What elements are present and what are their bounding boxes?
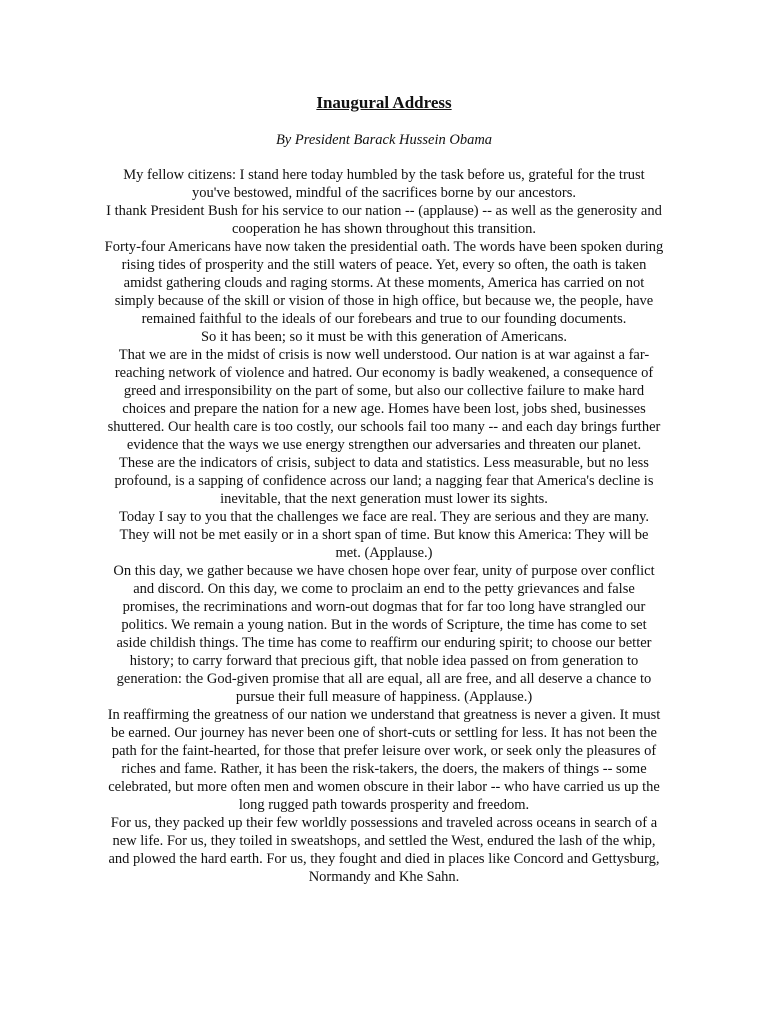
text-line: inevitable, that the next generation must lower its sights. xyxy=(220,491,548,507)
text-line: pursue their full measure of happiness. (Applause.) xyxy=(235,689,533,705)
text-line: In reaffirming the greatness of our nation we understand that greatness is never a given. It must xyxy=(107,707,661,723)
text-line: you've bestowed, mindful of the sacrifices borne by our ancestors. xyxy=(192,185,576,201)
document-body xyxy=(84,166,684,886)
text-line: Normandy and Khe Sahn. xyxy=(308,869,460,885)
text-line: That we are in the midst of crisis is now well understood. Our nation is at war against a far- xyxy=(118,347,650,363)
document-title: Inaugural Address xyxy=(316,93,452,112)
text-line: cooperation he has shown throughout this transition. xyxy=(231,221,537,237)
text-line: For us, they packed up their few worldly possessions and traveled across oceans in search of a xyxy=(110,815,658,831)
text-line: So it has been; so it must be with this generation of Americans. xyxy=(200,329,568,345)
text-line: These are the indicators of crisis, subject to data and statistics. Less measurable, but no less xyxy=(119,455,649,471)
text-line: and discord. On this day, we come to proclaim an end to the petty grievances and false xyxy=(133,581,635,597)
text-line: long rugged path towards prosperity and freedom. xyxy=(238,797,530,813)
text-line: and plowed the hard earth. For us, they fought and died in places like Concord and Gettysburg, xyxy=(108,851,660,867)
text-line: riches and fame. Rather, it has been the risk-takers, the doers, the makers of things -- some xyxy=(121,761,647,777)
text-line: simply because of the skill or vision of those in high office, but because we, the people, have xyxy=(114,293,654,309)
text-line: aside childish things. The time has come to reaffirm our enduring spirit; to choose our better xyxy=(116,635,652,651)
text-line: reaching network of violence and hatred. Our economy is badly weakened, a consequence of xyxy=(114,365,654,381)
text-line: new life. For us, they toiled in sweatshops, and settled the West, endured the lash of the whip, xyxy=(112,833,656,849)
text-line: shuttered. Our health care is too costly, our schools fail too many -- and each day brings further xyxy=(107,419,661,435)
text-line: Today I say to you that the challenges we face are real. They are serious and they are many. xyxy=(118,509,650,525)
text-line: My fellow citizens: I stand here today humbled by the task before us, grateful for the trust xyxy=(123,167,645,183)
text-line: amidst gathering clouds and raging storms. At these moments, America has carried on not xyxy=(123,275,645,291)
text-line: I thank President Bush for his service to our nation -- (applause) -- as well as the generosity and xyxy=(106,203,662,219)
text-line: remained faithful to the ideals of our forebears and true to our founding documents. xyxy=(141,311,627,327)
text-line: met. (Applause.) xyxy=(335,545,433,561)
text-line: politics. We remain a young nation. But in the words of Scripture, the time has come to set xyxy=(121,617,647,633)
text-line: profound, is a sapping of confidence across our land; a nagging fear that America's decline is xyxy=(114,473,654,489)
text-line: On this day, we gather because we have chosen hope over fear, unity of purpose over conflict xyxy=(113,563,655,579)
text-line: celebrated, but more often men and women obscure in their labor -- who have carried us up the xyxy=(108,779,660,795)
text-line: rising tides of prosperity and the still waters of peace. Yet, every so often, the oath is taken xyxy=(121,257,647,273)
text-line: evidence that the ways we use energy strengthen our adversaries and threaten our planet. xyxy=(126,437,642,453)
text-line: path for the faint-hearted, for those that prefer leisure over work, or seek only the pleasures of xyxy=(111,743,657,759)
text-line: history; to carry forward that precious gift, that noble idea passed on from generation to xyxy=(129,653,639,669)
text-line: choices and prepare the nation for a new age. Homes have been lost, jobs shed, businesses xyxy=(122,401,646,417)
text-line: generation: the God-given promise that all are equal, all are free, and all deserve a chance to xyxy=(116,671,652,687)
text-line: greed and irresponsibility on the part of some, but also our collective failure to make hard xyxy=(123,383,645,399)
text-line: promises, the recriminations and worn-out dogmas that for far too long have strangled our xyxy=(122,599,646,615)
text-line: Forty-four Americans have now taken the presidential oath. The words have been spoken during xyxy=(104,239,664,255)
text-line: They will not be met easily or in a short span of time. But know this America: They will be xyxy=(119,527,649,543)
document-byline: By President Barack Hussein Obama xyxy=(275,132,493,148)
text-line: be earned. Our journey has never been one of short-cuts or settling for less. It has not been the xyxy=(111,725,657,741)
